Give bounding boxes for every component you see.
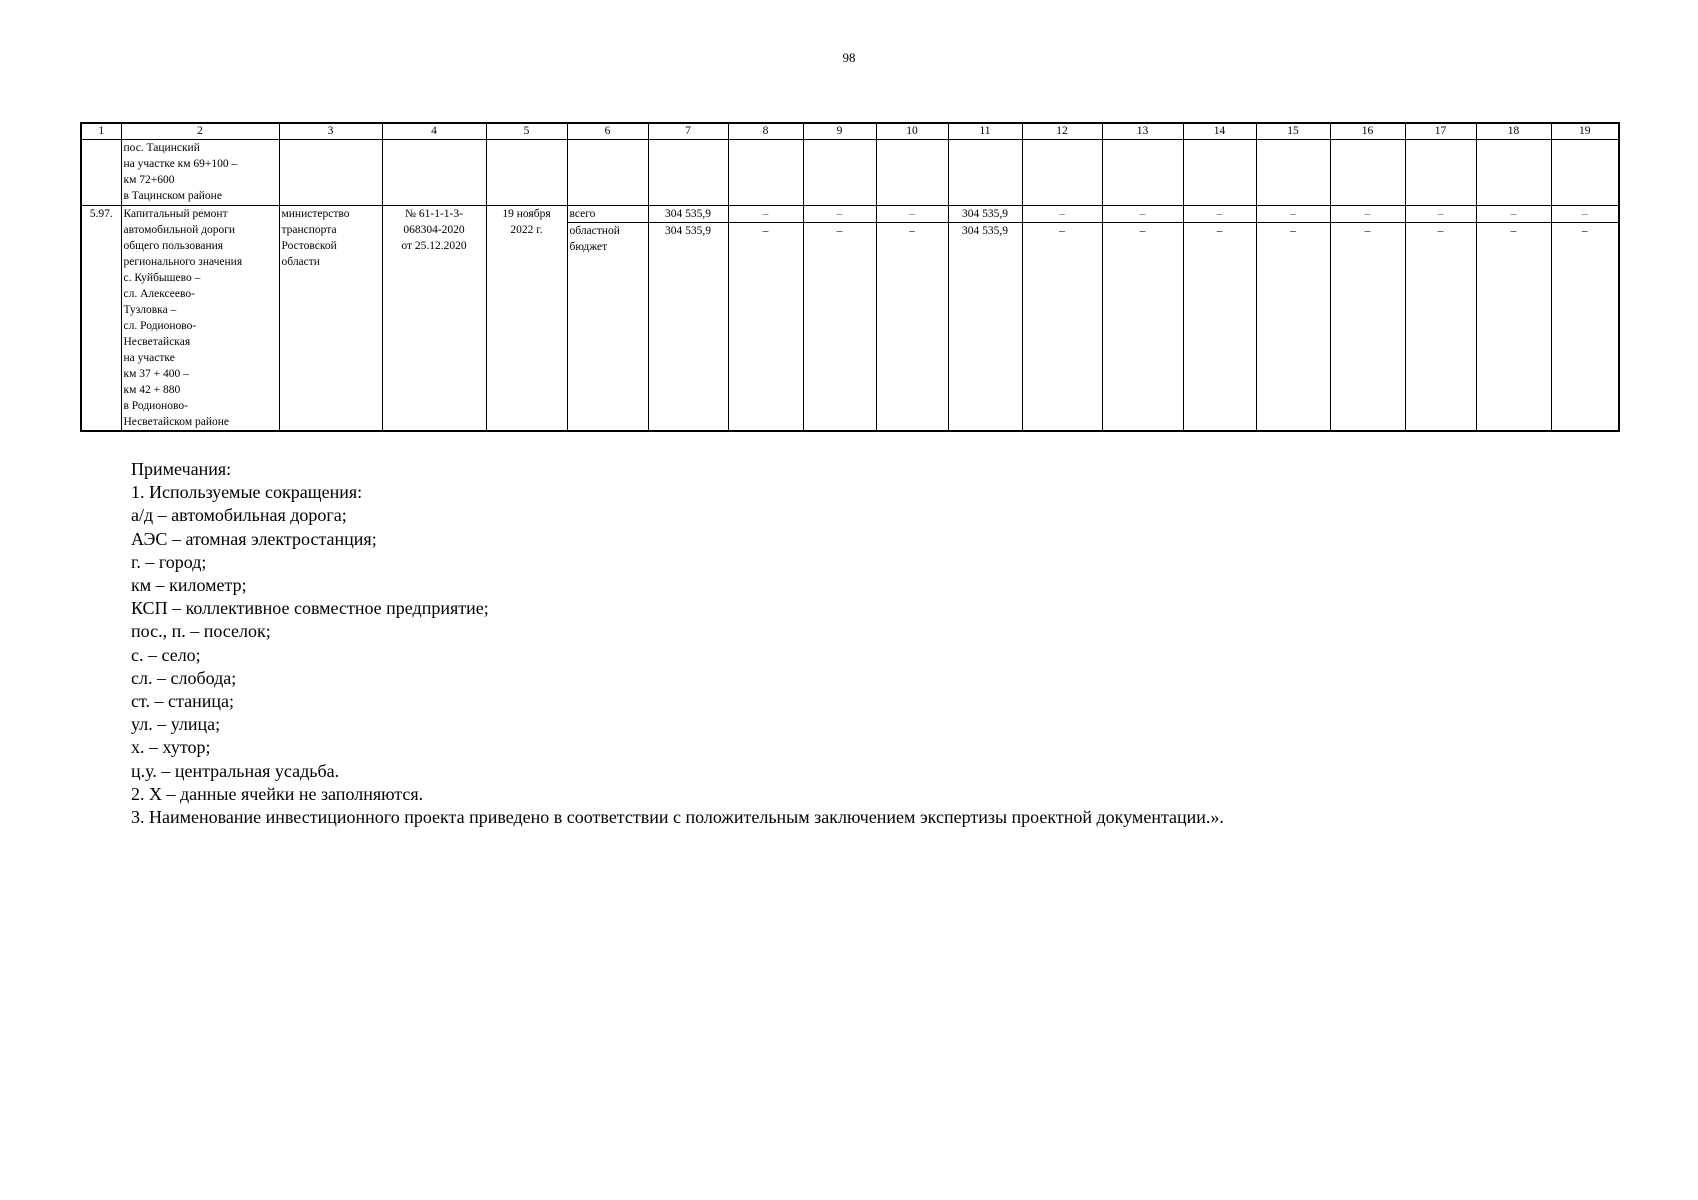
header-cell: 15 bbox=[1256, 123, 1330, 140]
notes-section bbox=[131, 458, 1631, 829]
value-cell: – bbox=[728, 206, 803, 223]
header-cell: 8 bbox=[728, 123, 803, 140]
header-cell: 9 bbox=[803, 123, 876, 140]
table-row-5-97-total bbox=[81, 206, 1619, 223]
value-cell: – bbox=[1405, 206, 1476, 223]
expertise-line: от 25.12.2020 bbox=[401, 240, 467, 252]
header-cell: 17 bbox=[1405, 123, 1476, 140]
header-cell: 4 bbox=[382, 123, 486, 140]
note-line: х. – хутор; bbox=[131, 737, 211, 758]
name-line: общего пользования bbox=[123, 240, 224, 252]
customer-line: министерство bbox=[281, 208, 350, 220]
note-line: ц.у. – центральная усадьба. bbox=[131, 760, 340, 781]
name-line: с. Куйбышево – bbox=[123, 272, 201, 284]
customer-line: Ростовской bbox=[281, 240, 337, 252]
header-cell: 10 bbox=[876, 123, 948, 140]
value-cell: – bbox=[876, 223, 948, 431]
customer-line: транспорта bbox=[281, 224, 337, 236]
name-line: автомобильной дороги bbox=[123, 224, 236, 236]
value-cell: – bbox=[1551, 206, 1619, 223]
note-line: 2. Х – данные ячейки не заполняются. bbox=[131, 783, 424, 804]
project-name-cell bbox=[121, 206, 279, 432]
name-line: Несветайская bbox=[123, 336, 191, 348]
header-cell: 2 bbox=[121, 123, 279, 140]
date-cell bbox=[486, 206, 567, 432]
note-line: г. – город; bbox=[131, 551, 207, 572]
value-cell: 304 535,9 bbox=[648, 223, 728, 431]
date-line: 19 ноября bbox=[502, 208, 551, 220]
header-cell: 12 bbox=[1022, 123, 1102, 140]
header-cell: 5 bbox=[486, 123, 567, 140]
notes-heading: Примечания: bbox=[131, 459, 232, 479]
source-label-line: бюджет bbox=[569, 241, 608, 254]
note-line: 1. Используемые сокращения: bbox=[131, 482, 363, 503]
header-cell: 6 bbox=[567, 123, 648, 140]
value-cell: – bbox=[1183, 223, 1256, 431]
table-row-continuation bbox=[81, 140, 1619, 206]
note-line: 3. Наименование инвестиционного проекта приведено в соответствии с положительным заключением экспертизы проектной документации.». bbox=[131, 807, 1224, 828]
name-line: сл. Родионово- bbox=[123, 320, 197, 332]
expertise-line: № 61-1-1-3- bbox=[405, 208, 463, 220]
value-cell: – bbox=[1256, 223, 1330, 431]
value-cell: – bbox=[1330, 223, 1405, 431]
name-line: на участке км 69+100 – bbox=[123, 158, 238, 170]
header-cell: 14 bbox=[1183, 123, 1256, 140]
value-cell: – bbox=[1256, 206, 1330, 223]
expertise-cell bbox=[382, 206, 486, 432]
note-line: а/д – автомобильная дорога; bbox=[131, 505, 347, 526]
header-cell: 18 bbox=[1476, 123, 1551, 140]
header-cell: 11 bbox=[948, 123, 1022, 140]
project-name-cell bbox=[121, 140, 279, 206]
customer-cell bbox=[279, 206, 382, 432]
name-line: регионального значения bbox=[123, 256, 243, 268]
value-cell: – bbox=[1022, 206, 1102, 223]
source-label: всего bbox=[567, 206, 648, 223]
name-line: км 37 + 400 – bbox=[123, 368, 189, 380]
value-cell: – bbox=[728, 223, 803, 431]
source-label bbox=[567, 223, 648, 431]
name-line: Тузловка – bbox=[123, 304, 177, 316]
note-line: КСП – коллективное совместное предприятие; bbox=[131, 598, 489, 619]
customer-line: области bbox=[281, 256, 320, 268]
value-cell: – bbox=[876, 206, 948, 223]
value-cell: – bbox=[1405, 223, 1476, 431]
name-line: в Родионово- bbox=[123, 400, 188, 412]
investment-table bbox=[80, 122, 1620, 432]
note-line: км – километр; bbox=[131, 575, 247, 596]
name-line: на участке bbox=[123, 352, 175, 364]
note-line: сл. – слобода; bbox=[131, 667, 237, 688]
value-cell: – bbox=[1476, 206, 1551, 223]
header-cell: 1 bbox=[81, 123, 121, 140]
page-number: 98 bbox=[842, 50, 856, 65]
note-line: ул. – улица; bbox=[131, 714, 221, 735]
value-cell: – bbox=[1476, 223, 1551, 431]
value-cell: – bbox=[1330, 206, 1405, 223]
name-line: км 42 + 880 bbox=[123, 384, 181, 396]
name-line: км 72+600 bbox=[123, 174, 175, 186]
header-cell: 16 bbox=[1330, 123, 1405, 140]
value-cell: 304 535,9 bbox=[948, 206, 1022, 223]
value-cell: – bbox=[1183, 206, 1256, 223]
value-cell: – bbox=[1102, 206, 1183, 223]
note-line: ст. – станица; bbox=[131, 691, 234, 712]
expertise-line: 068304-2020 bbox=[403, 224, 465, 236]
header-cell: 13 bbox=[1102, 123, 1183, 140]
name-line: Несветайском районе bbox=[123, 416, 229, 428]
name-line: в Тацинском районе bbox=[123, 190, 222, 202]
note-line: пос., п. – поселок; bbox=[131, 621, 271, 642]
name-line: сл. Алексеево- bbox=[123, 288, 195, 300]
value-cell: – bbox=[1102, 223, 1183, 431]
header-cell: 19 bbox=[1551, 123, 1619, 140]
row-number: 5.97. bbox=[81, 206, 121, 432]
value-cell: 304 535,9 bbox=[948, 223, 1022, 431]
value-cell: 304 535,9 bbox=[648, 206, 728, 223]
note-line: АЭС – атомная электростанция; bbox=[131, 528, 377, 549]
value-cell: – bbox=[803, 206, 876, 223]
header-cell: 3 bbox=[279, 123, 382, 140]
value-cell: – bbox=[1551, 223, 1619, 431]
value-cell: – bbox=[1022, 223, 1102, 431]
value-cell: – bbox=[803, 223, 876, 431]
table-header-row bbox=[81, 123, 1619, 140]
name-line: Капитальный ремонт bbox=[123, 208, 228, 220]
name-line: пос. Тацинский bbox=[123, 142, 200, 154]
header-cell: 7 bbox=[648, 123, 728, 140]
source-label-line: областной bbox=[569, 225, 620, 238]
note-line: с. – село; bbox=[131, 644, 201, 665]
date-line: 2022 г. bbox=[510, 224, 543, 236]
